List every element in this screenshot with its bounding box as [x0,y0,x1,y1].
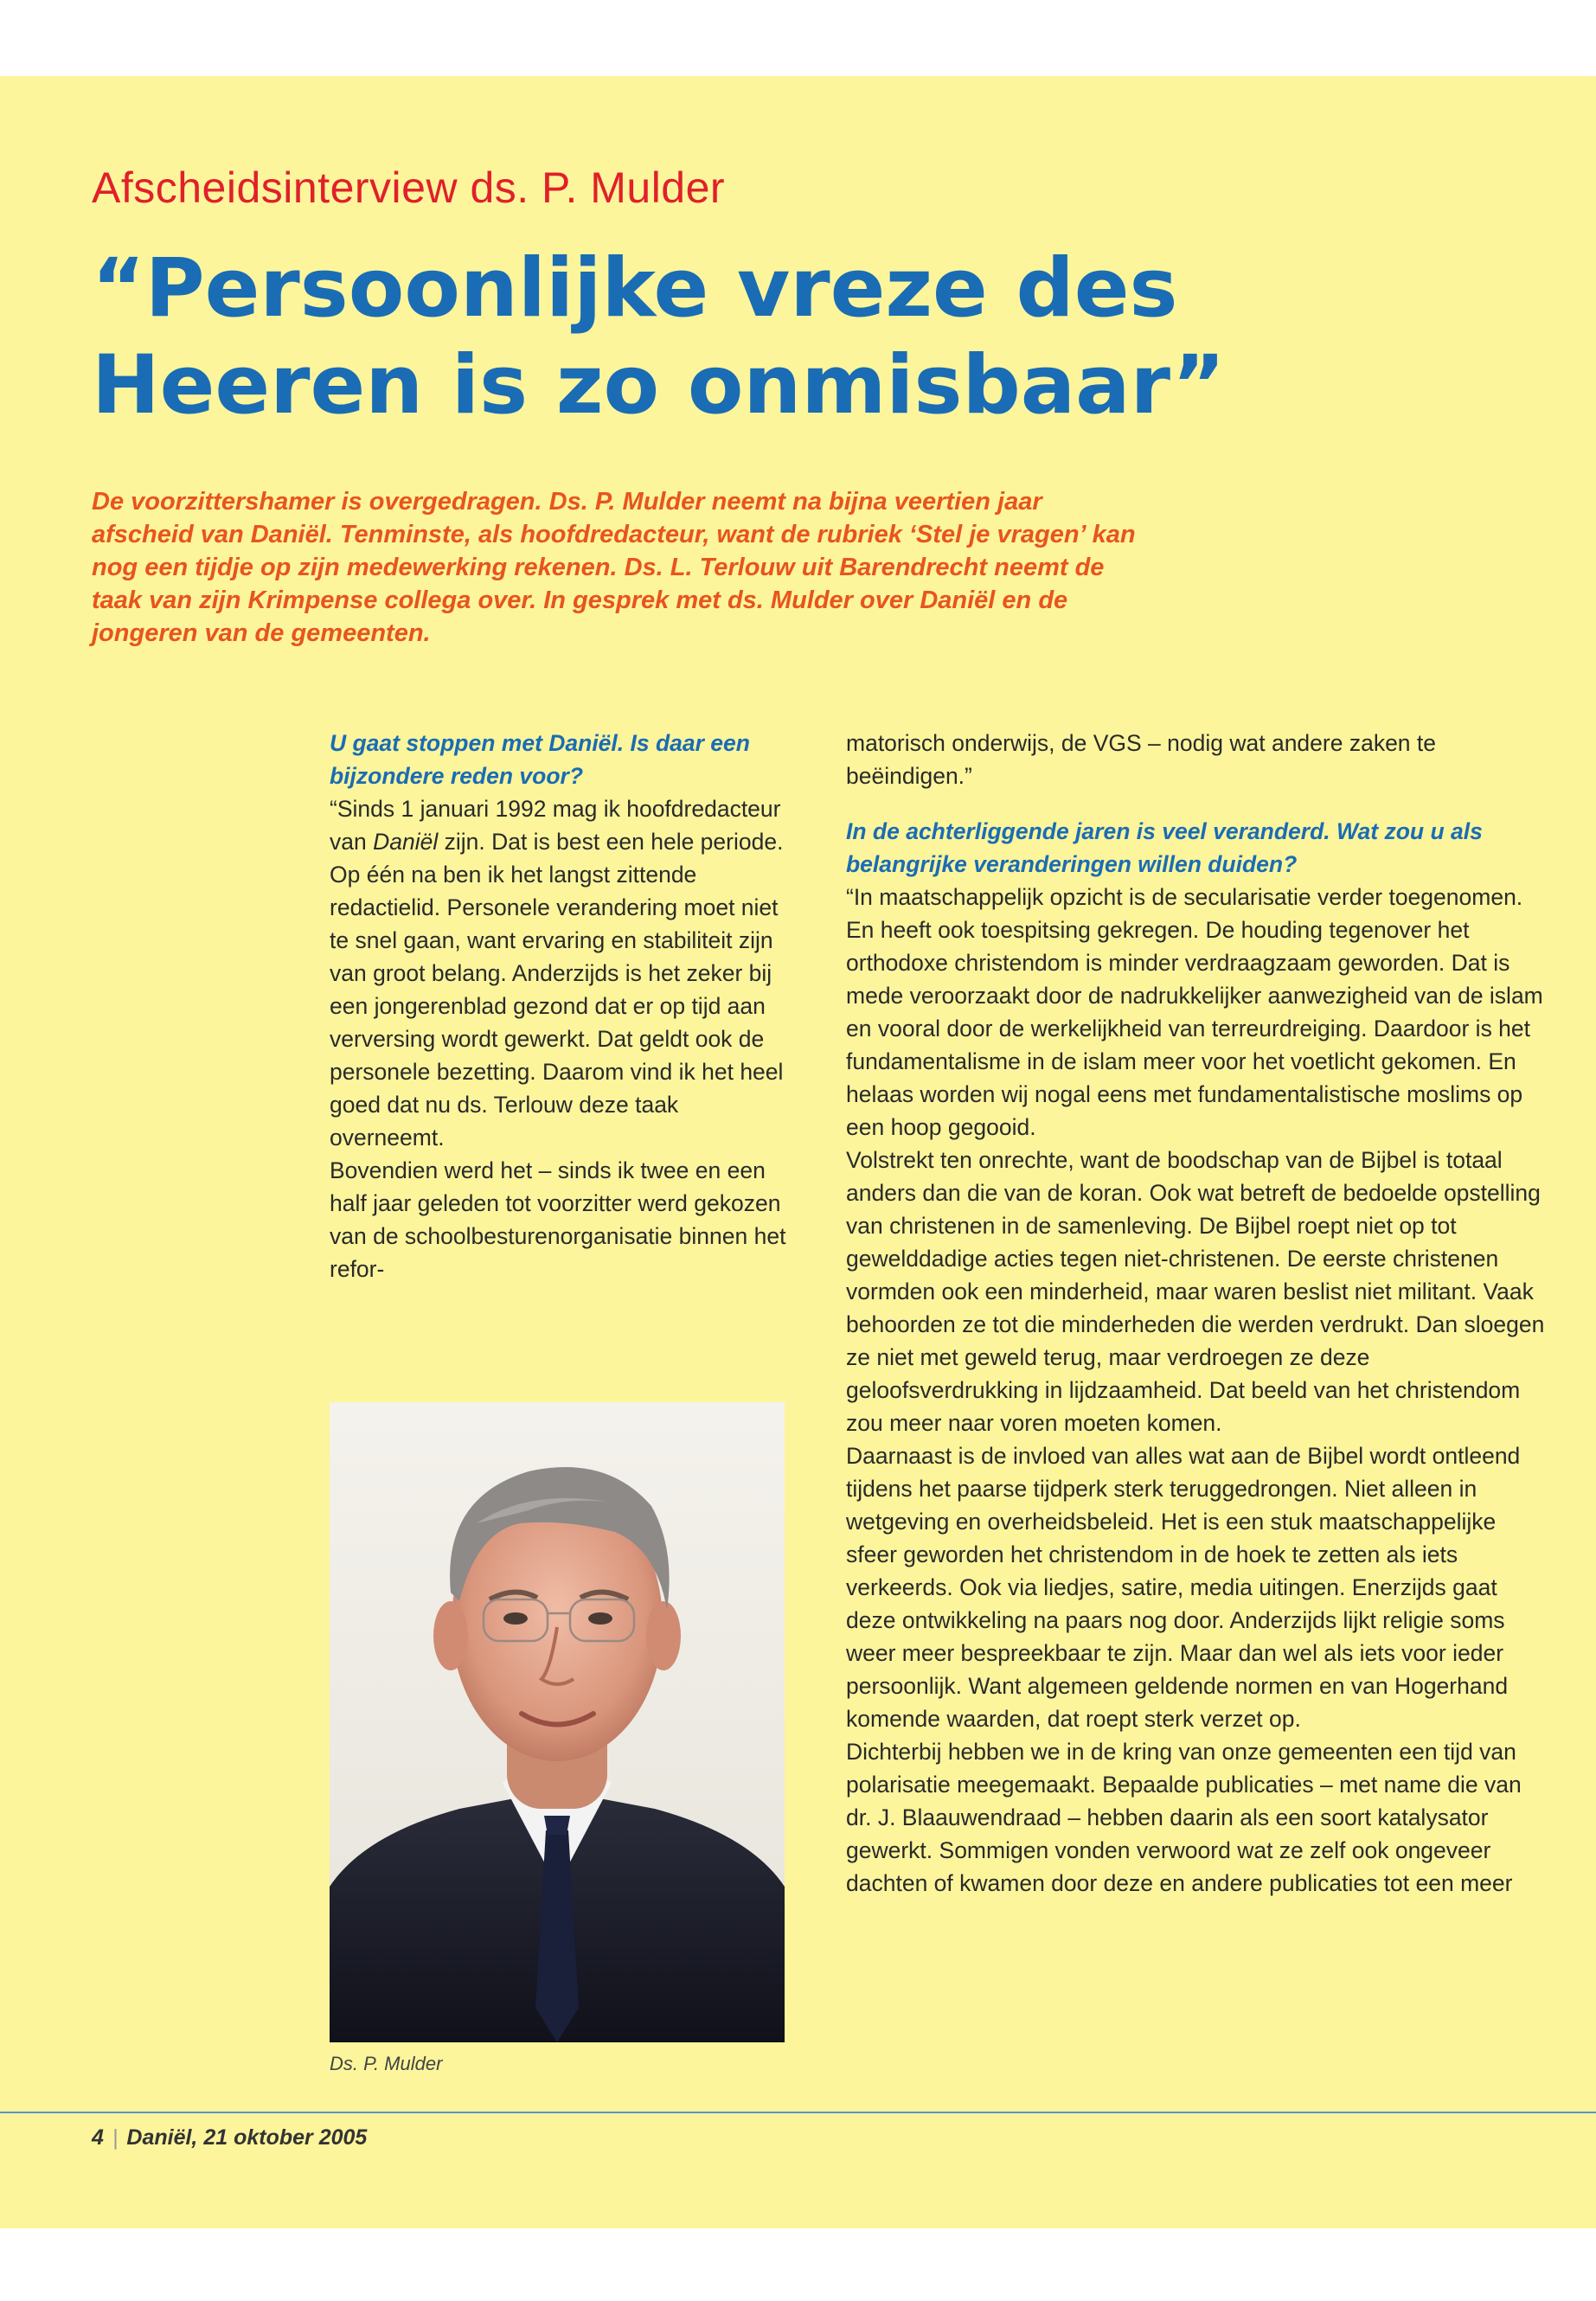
answer-continuation: matorisch onderwijs, de VGS – nodig wat andere zaken te beëindigen.” [846,730,1437,789]
article-headline [92,240,1303,434]
magazine-title: Daniël [373,829,439,855]
text-column-2 [846,727,1548,1900]
answer-paragraph-6: Dichterbij hebben we in de kring van onze gemeenten een tijd van polarisatie meegemaakt. Bepaalde publicaties – met name die van dr. J. Blaauwendraad – hebben daarin als een soort katalysator gewerkt. Sommigen vonden verwoord wat ze zelf ook ongeveer dachten of kwamen door deze en andere publicaties tot een meer [846,1739,1522,1896]
portrait-image [330,1402,785,2042]
headline-line-1: “Persoonlijke vreze des [92,241,1178,336]
answer-paragraph-3: “In maatschappelijk opzicht is de secularisatie verder toegenomen. En heeft ook toespitsing gekregen. De houding tegenover het orthodoxe christendom is minder verdraagzaam geworden. Dat is mede veroorzaakt door de nadrukkelijker aanwezigheid van de islam en vooral door de werkelijkheid van terreurdreiging. Daardoor is het fundamentalisme in de islam meer voor het voetlicht gekomen. En helaas worden wij nogal eens met fundamentalistische moslims op een hoop gegooid. [846,884,1543,1140]
answer-text: zijn. Dat is best een hele periode. Op één na ben ik het langst zittende redactielid. Personele verandering moet niet te snel gaan, want ervaring en stabiliteit zijn van groot belang. Anderzijds is het zeker bij een jongerenblad gezond dat er op tijd aan verversing wordt gewerkt. Dat geldt ook de personele bezetting. Daarom vind ik het heel goed dat nu ds. Terlouw deze taak overneemt. [330,829,784,1150]
page-number: 4 [92,2125,104,2150]
answer-text: “Sinds 1 januari 1992 mag ik hoofdredacteur van [330,796,781,855]
text-column-1 [330,727,788,1285]
portrait-photo [330,1402,785,2042]
publication-info: Daniël, 21 oktober 2005 [126,2125,368,2150]
interview-question-1: U gaat stoppen met Daniël. Is daar een bijzondere reden voor? [330,730,750,789]
footer-separator: | [112,2125,119,2150]
headline-line-2: Heeren is zo onmisbaar” [92,338,1226,433]
article-intro: De voorzittershamer is overgedragen. Ds. P. Mulder neemt na bijna veertien jaar afscheid van Daniël. Tenminste, als hoofdredacteur, want de rubriek ‘Stel je vragen’ kan nog een tijdje op zijn medewerking rekenen. Ds. L. Terlouw uit Barendrecht neemt de taak van zijn Krimpense collega over. In gesprek met ds. Mulder over Daniël en de jongeren van de gemeenten. [92,488,1136,647]
answer-paragraph-2: Bovendien werd het – sinds ik twee en een half jaar geleden tot voorzitter werd gekozen van de schoolbesturenorganisatie binnen het refor- [330,1157,786,1282]
magazine-page [0,76,1596,2228]
photo-caption: Ds. P. Mulder [330,2053,443,2074]
interview-question-2: In de achterliggende jaren is veel veranderd. Wat zou u als belangrijke veranderingen willen duiden? [846,818,1483,877]
answer-paragraph-5: Daarnaast is de invloed van alles wat aan de Bijbel wordt ontleend tijdens het paarse tijdperk sterk teruggedrongen. Niet alleen in wetgeving en overheidsbeleid. Het is een stuk maatschappelijke sfeer geworden het christendom in de hoek te zetten als iets verkeerds. Ook via liedjes, satire, media uitingen. Enerzijds gaat deze ontwikkeling na paars nog door. Anderzijds lijkt religie soms weer meer bespreekbaar te zijn. Maar dan wel als iets voor ieder persoonlijk. Want algemeen geldende normen en van Hogerhand komende waarden, dat roept sterk verzet op. [846,1443,1521,1732]
answer-paragraph-1 [330,792,788,1154]
footer-divider [0,2112,1596,2113]
page-footer [92,2125,367,2150]
answer-paragraph-4: Volstrekt ten onrechte, want de boodschap van de Bijbel is totaal anders dan die van de koran. Ook wat betreft de bedoelde opstelling van christenen in de samenleving. De Bijbel roept niet op tot gewelddadige acties tegen niet-christenen. De eerste christenen vormden ook een minderheid, maar waren beslist niet militant. Vaak behoorden ze tot die minderheden die werden verdrukt. Dan sloegen ze niet met geweld terug, maar verdroegen ze deze geloofsverdrukking in lijdzaamheid. Dat beeld van het christendom zou meer naar voren moeten komen. [846,1147,1545,1436]
article-kicker: Afscheidsinterview ds. P. Mulder [92,163,726,212]
